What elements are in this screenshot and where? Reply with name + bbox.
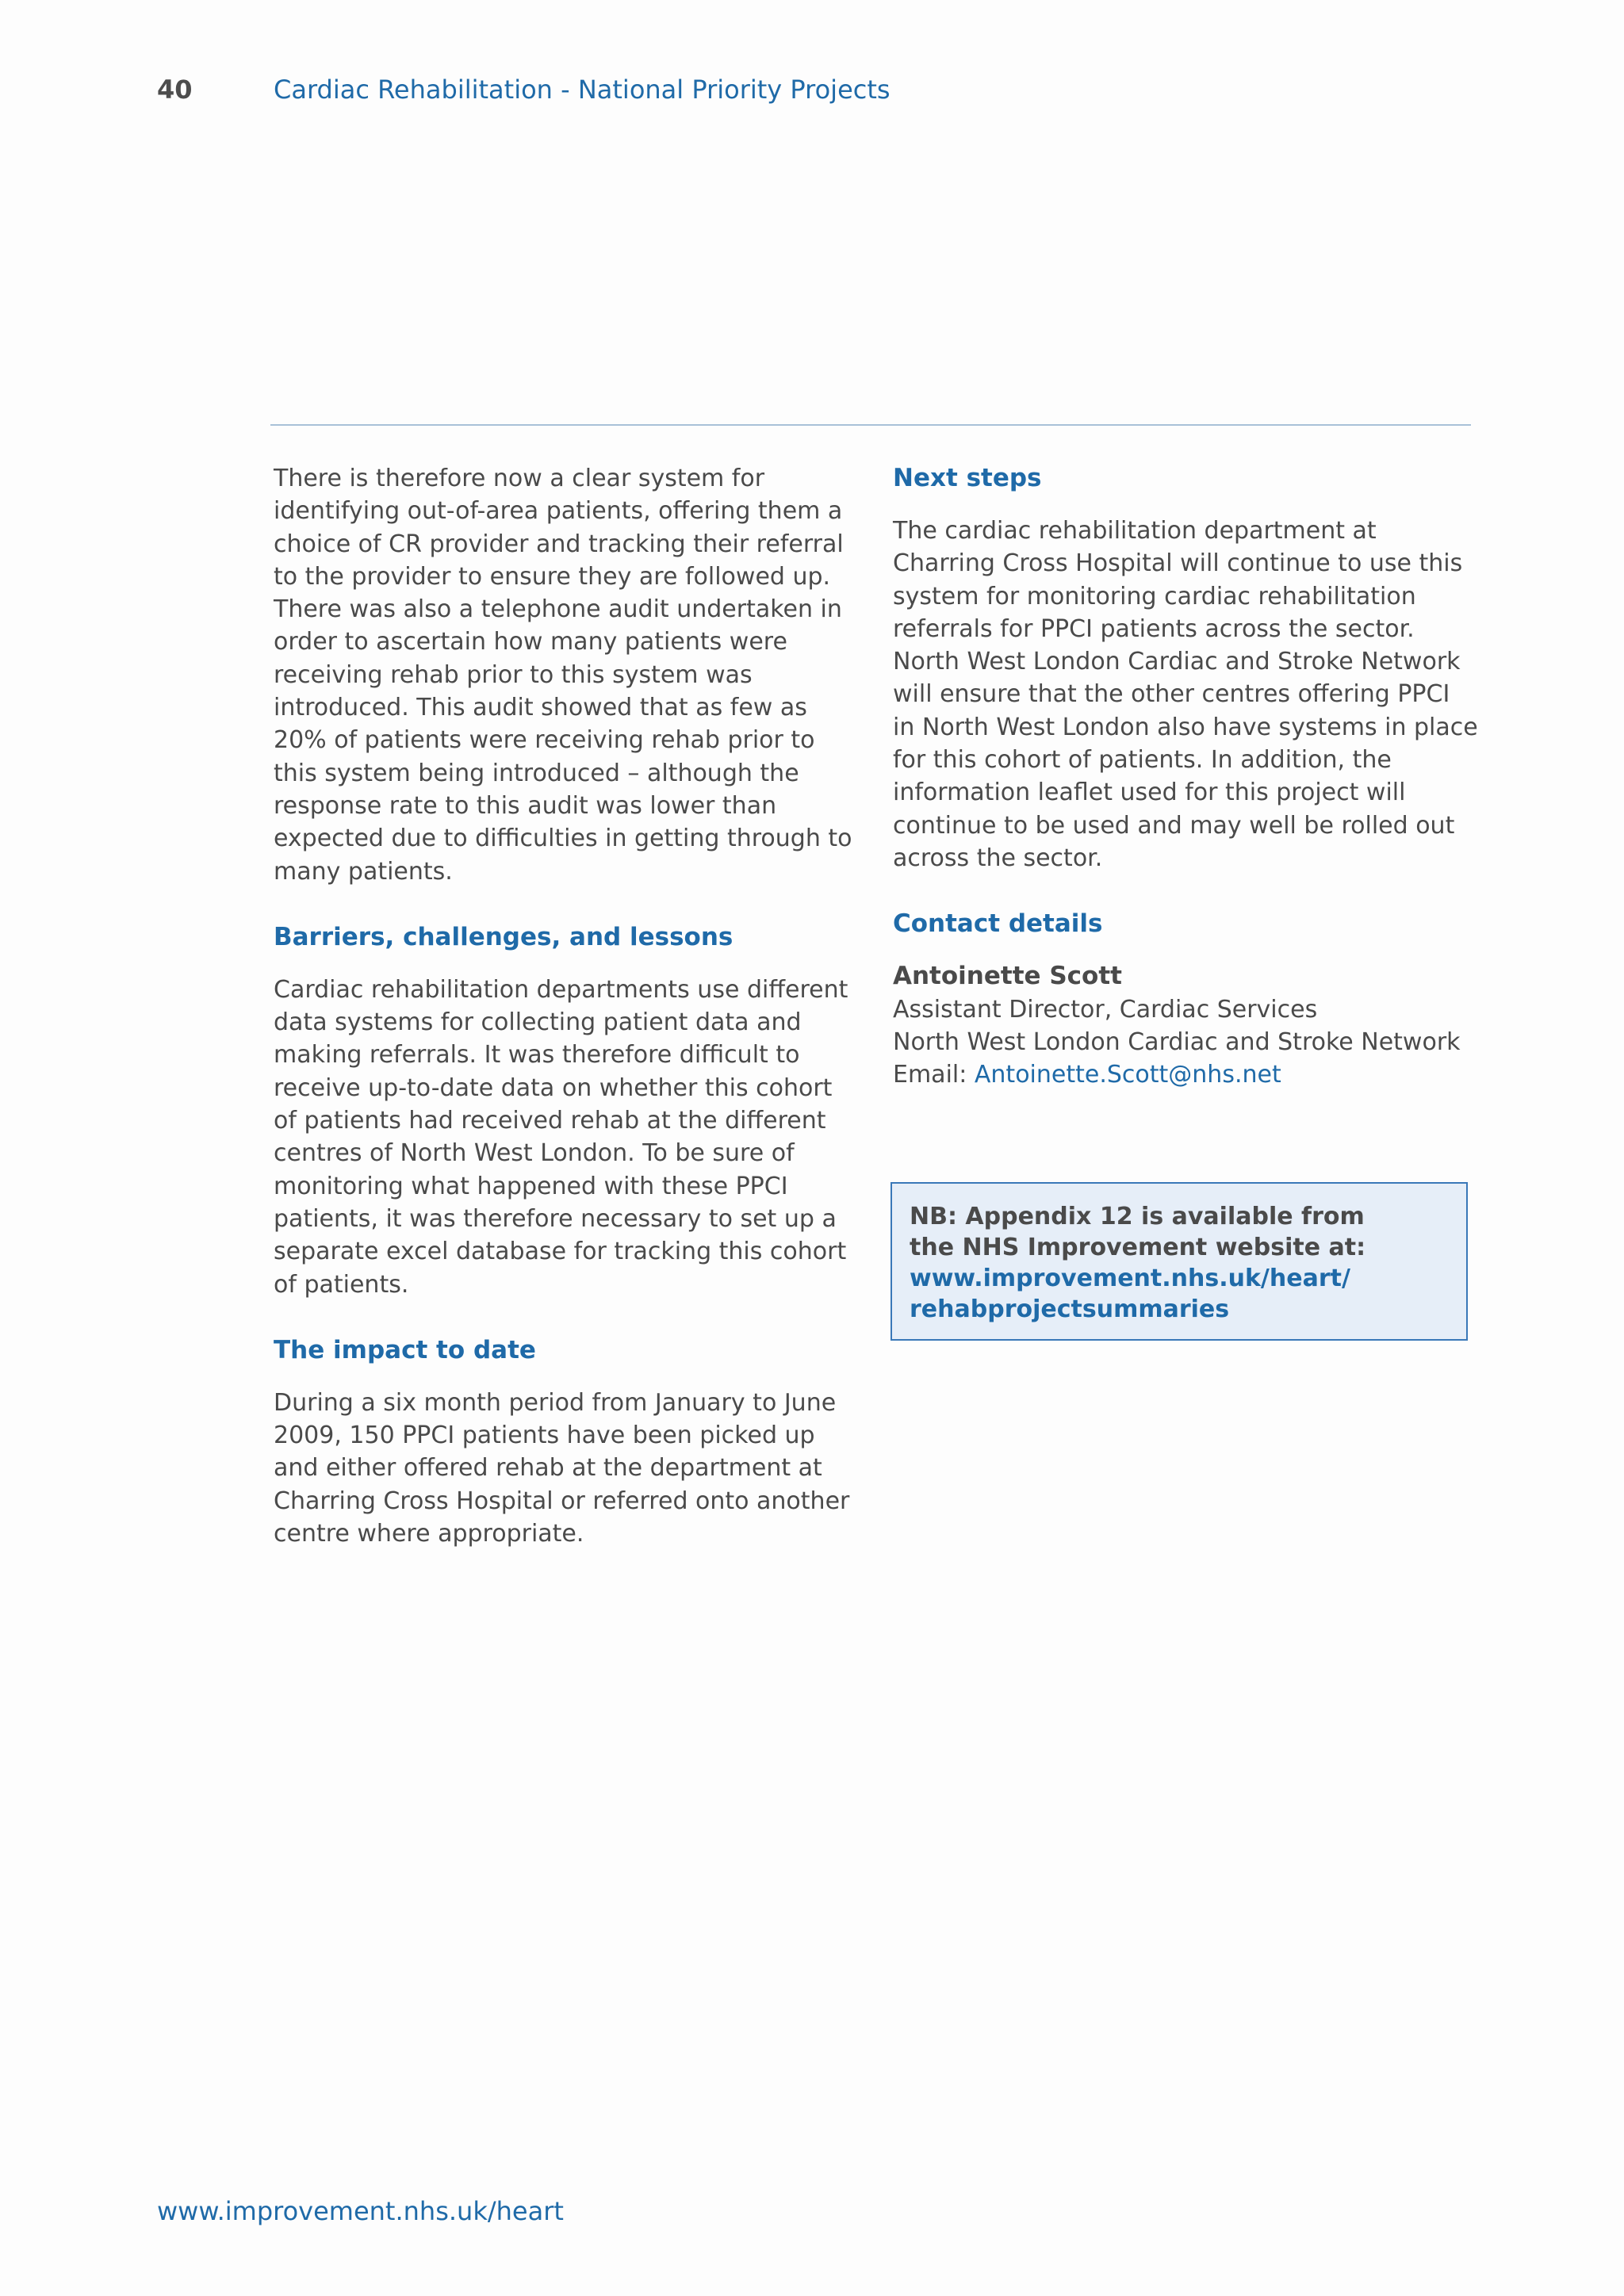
contact-email-line: [893, 1058, 1480, 1091]
impact-paragraph: During a six month period from January to June 2009, 150 PPCI patients have been picked up and either offered rehab at the department at Charring Cross Hospital or referred onto another centre where appropriate.: [274, 1388, 850, 1548]
email-label: Email:: [893, 1061, 975, 1089]
intro-paragraph: There is therefore now a clear system for identifying out-of-area patients, offering them a choice of CR provider and tracking their referral to the provider to ensure they are followed up. There was also a telephone audit undertaken in order to ascertain how many patients were receiving rehab prior to this system was introduced. This audit showed that as few as 20% of patients were receiving rehab prior to this system being introduced – although the response rate to this audit was lower than expected due to difficulties in getting through to many patients.: [274, 465, 852, 886]
page-number: 40: [157, 75, 193, 105]
note-link-line-1[interactable]: www.improvement.nhs.uk/heart/: [910, 1265, 1350, 1292]
impact-heading: The impact to date: [274, 1335, 536, 1364]
contact-organisation: North West London Cardiac and Stroke Network: [893, 1027, 1461, 1056]
section-divider: [270, 424, 1471, 426]
barriers-paragraph: Cardiac rehabilitation departments use different data systems for collecting patient data and making referrals. It was therefore difficult to receive up-to-date data on whether this cohort of patients had received rehab at the different centres of North West London. To be sure of monitoring what happened with these PPCI patients, it was therefore necessary to set up a separate excel database for tracking this cohort of patients.: [274, 975, 848, 1299]
note-line-2: the NHS Improvement website at:: [910, 1234, 1366, 1261]
barriers-heading: Barriers, challenges, and lessons: [274, 922, 733, 951]
contact-heading: Contact details: [893, 909, 1103, 939]
next-steps-heading: Next steps: [893, 464, 1042, 492]
note-link-line-2[interactable]: rehabprojectsummaries: [910, 1295, 1230, 1323]
contact-role: Assistant Director, Cardiac Services: [893, 995, 1318, 1024]
left-column: [274, 462, 856, 1550]
appendix-note-box: [891, 1182, 1468, 1341]
contact-name: Antoinette Scott: [893, 962, 1122, 991]
next-steps-paragraph: The cardiac rehabilitation department at Charring Cross Hospital will continue to use this system for monitoring cardiac rehabilitation referrals for PPCI patients across the sector. North West London Cardiac and Stroke Network will ensure that the other centres offering PPCI in North West London also have systems in place for this cohort of patients. In addition, the information leaflet used for this project will continue to be used and may well be rolled out across the sector.: [893, 517, 1478, 872]
email-link[interactable]: Antoinette.Scott@nhs.net: [974, 1061, 1281, 1089]
note-line-1: NB: Appendix 12 is available from: [910, 1203, 1365, 1230]
footer-url[interactable]: www.improvement.nhs.uk/heart: [157, 2196, 564, 2226]
right-column: [893, 462, 1480, 1091]
running-title: Cardiac Rehabilitation - National Priority Projects: [274, 75, 891, 105]
